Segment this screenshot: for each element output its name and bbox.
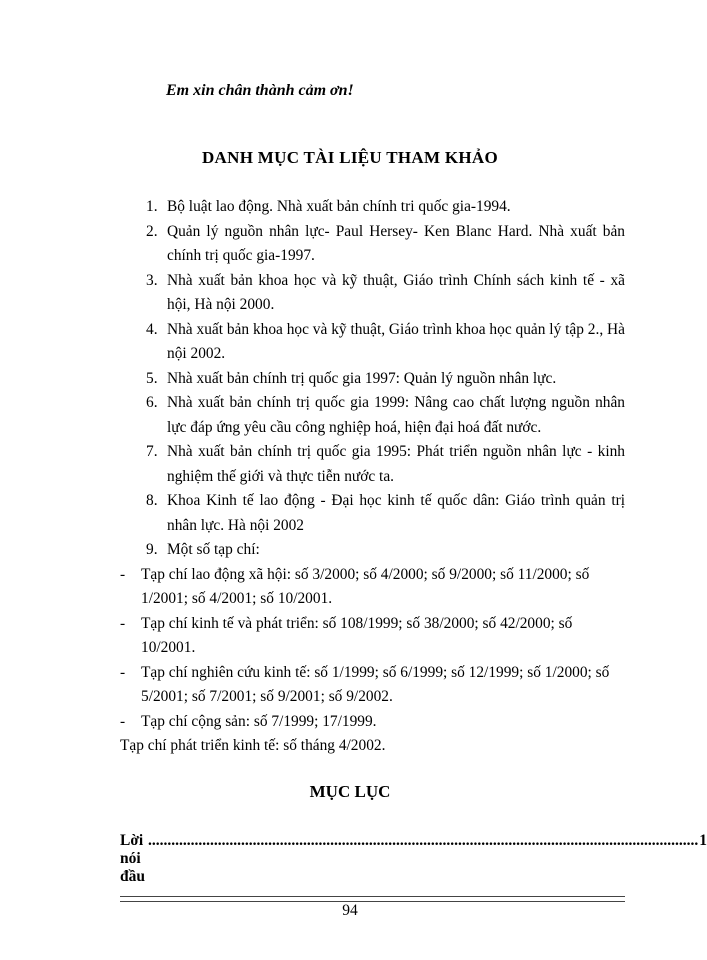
reference-number: 6. (146, 394, 158, 411)
reference-number: 5. (146, 369, 158, 387)
dash-marker: - (120, 663, 126, 681)
journal-text: Tạp chí cộng sản: số 7/1999; 17/1999. (141, 712, 377, 730)
references-list (120, 195, 625, 759)
journal-text: Tạp chí kinh tế và phát triển: số 108/1999; số 38/2000; số 42/2000; số 10/2001. (141, 614, 573, 656)
reference-text: Nhà xuất bản chính trị quốc gia 1997: Quản lý nguồn nhân lực. (167, 369, 557, 387)
dash-marker: - (120, 565, 126, 583)
reference-number: 2. (146, 222, 158, 240)
reference-text: Nhà xuất bản khoa học và kỹ thuật, Giáo trình khoa học quản lý tập 2., Hà nội 2002. (167, 320, 625, 362)
journal-last-line: Tạp chí phát triển kinh tế: số tháng 4/2002. (120, 737, 386, 754)
toc-entry[interactable] (120, 832, 707, 886)
reference-item (120, 489, 625, 538)
page-number: 94 (342, 902, 358, 919)
journal-item (120, 612, 625, 661)
reference-text: Bộ luật lao động. Nhà xuất bản chính tri quốc gia-1994. (167, 198, 511, 215)
reference-item (120, 440, 625, 489)
dash-marker: - (120, 712, 126, 730)
toc-entry-page: 1 (699, 832, 707, 849)
reference-item (120, 195, 625, 220)
reference-number: 7. (146, 443, 158, 460)
reference-number: 4. (146, 320, 158, 338)
reference-item (120, 269, 625, 318)
journal-text: Tạp chí lao động xã hội: số 3/2000; số 4/2000; số 9/2000; số 11/2000; số 1/2001; số 4/2001; số 10/2001. (141, 565, 590, 607)
reference-number: 8. (146, 492, 158, 509)
dash-marker: - (120, 614, 126, 632)
references-title: DANH MỤC TÀI LIỆU THAM KHẢO (201, 148, 499, 167)
reference-text: Một số tạp chí: (167, 541, 260, 558)
journal-item (120, 710, 625, 735)
reference-item (120, 220, 625, 269)
reference-text: Khoa Kinh tế lao động - Đại học kinh tế quốc dân: Giáo trình quản trị nhân lực. Hà nội 2002 (167, 492, 625, 534)
reference-number: 3. (146, 271, 158, 289)
reference-item (120, 391, 625, 440)
toc-entry-label: Lời nói đầu (120, 832, 145, 885)
reference-number: 1. (146, 198, 158, 215)
toc-title: MỤC LỤC (309, 782, 391, 801)
reference-text: Nhà xuất bản khoa học và kỹ thuật, Giáo trình Chính sách kinh tế - xã hội, Hà nội 2000. (167, 271, 625, 313)
reference-item (120, 367, 625, 392)
toc-leader-dots: .............................................................................................................................................. (148, 832, 699, 849)
reference-text: Quản lý nguồn nhân lực- Paul Hersey- Ken Blanc Hard. Nhà xuất bản chính trị quốc gia-1997. (167, 222, 625, 264)
reference-item (120, 538, 625, 563)
reference-text: Nhà xuất bản chính trị quốc gia 1995: Phát triển nguồn nhân lực - kinh nghiệm thế giới và thực tiễn nước ta. (167, 443, 625, 485)
thanks-line: Em xin chân thành cảm ơn! (166, 82, 354, 99)
reference-number: 9. (146, 541, 158, 558)
journal-item (120, 563, 625, 612)
journal-item (120, 661, 625, 710)
journal-text: Tạp chí nghiên cứu kinh tế: số 1/1999; số 6/1999; số 12/1999; số 1/2000; số 5/2001; số 7/2001; số 9/2001; số 9/2002. (141, 663, 610, 705)
reference-text: Nhà xuất bản chính trị quốc gia 1999: Nâng cao chất lượng nguồn nhân lực đáp ứng yêu cầu công nghiệp hoá, hiện đại hoá đất nước. (167, 394, 625, 436)
reference-item (120, 318, 625, 367)
